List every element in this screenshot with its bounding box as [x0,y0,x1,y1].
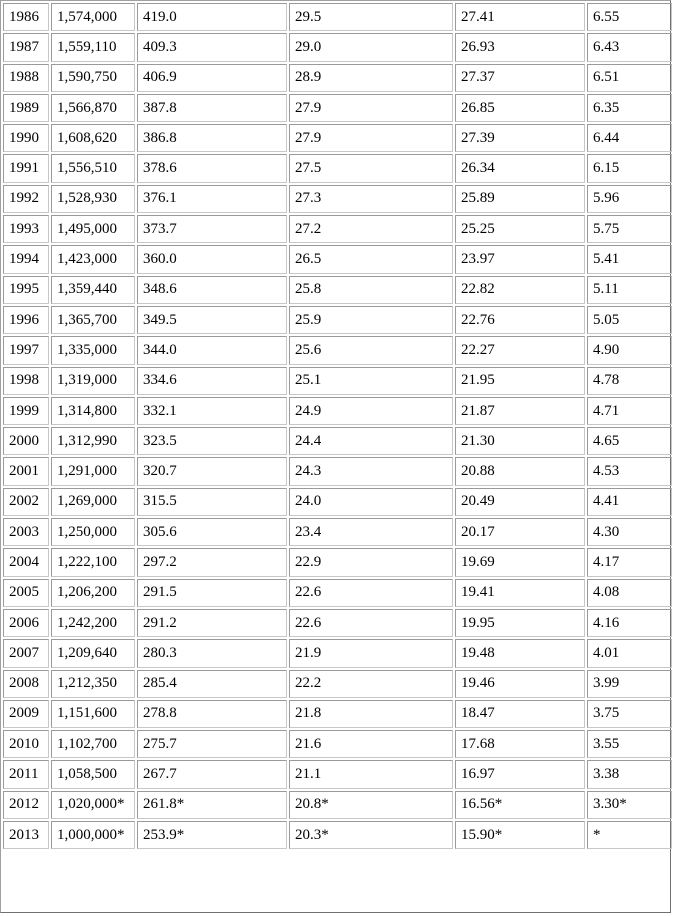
value-cell: 21.30 [455,427,585,455]
year-cell: 1991 [3,154,49,182]
value-cell: 3.99 [587,670,672,698]
value-cell: 275.7 [137,730,287,758]
value-cell: 4.01 [587,639,672,667]
value-cell: 373.7 [137,215,287,243]
value-cell: 24.9 [289,397,453,425]
total-cell: 1,359,440 [51,276,135,304]
table-row [3,457,672,485]
total-cell: 1,423,000 [51,245,135,273]
total-cell: 1,590,750 [51,64,135,92]
value-cell: 24.3 [289,457,453,485]
value-cell: 6.43 [587,33,672,61]
value-cell: 253.9* [137,821,287,849]
value-cell: 29.5 [289,3,453,31]
table-row [3,3,672,31]
year-cell: 1994 [3,245,49,273]
total-cell: 1,242,200 [51,609,135,637]
year-cell: 2005 [3,579,49,607]
value-cell: 19.41 [455,579,585,607]
value-cell: 3.55 [587,730,672,758]
value-cell: 21.9 [289,639,453,667]
table-row [3,124,672,152]
value-cell: 4.08 [587,579,672,607]
year-cell: 1996 [3,306,49,334]
total-cell: 1,058,500 [51,760,135,788]
table-row [3,154,672,182]
value-cell: 376.1 [137,185,287,213]
table-row [3,245,672,273]
value-cell: 25.8 [289,276,453,304]
value-cell: 261.8* [137,791,287,819]
value-cell: 386.8 [137,124,287,152]
value-cell: 26.34 [455,154,585,182]
value-cell: 4.65 [587,427,672,455]
value-cell: 5.11 [587,276,672,304]
value-cell: 360.0 [137,245,287,273]
year-cell: 2013 [3,821,49,849]
table-row [3,276,672,304]
value-cell: 27.37 [455,64,585,92]
value-cell: 20.49 [455,488,585,516]
year-cell: 2007 [3,639,49,667]
year-cell: 1987 [3,33,49,61]
total-cell: 1,528,930 [51,185,135,213]
year-cell: 2000 [3,427,49,455]
value-cell: 4.71 [587,397,672,425]
value-cell: 4.90 [587,336,672,364]
value-cell: 406.9 [137,64,287,92]
value-cell: 25.89 [455,185,585,213]
table-row [3,791,672,819]
value-cell: 27.9 [289,124,453,152]
value-cell: 297.2 [137,548,287,576]
table-row [3,609,672,637]
value-cell: 291.5 [137,579,287,607]
value-cell: 285.4 [137,670,287,698]
value-cell: 334.6 [137,367,287,395]
value-cell: 344.0 [137,336,287,364]
total-cell: 1,212,350 [51,670,135,698]
total-cell: 1,559,110 [51,33,135,61]
year-cell: 1986 [3,3,49,31]
value-cell: 27.39 [455,124,585,152]
value-cell: 25.1 [289,367,453,395]
total-cell: 1,291,000 [51,457,135,485]
year-cell: 2006 [3,609,49,637]
year-cell: 2001 [3,457,49,485]
value-cell: 25.25 [455,215,585,243]
value-cell: 4.30 [587,518,672,546]
value-cell: 6.15 [587,154,672,182]
value-cell: 267.7 [137,760,287,788]
value-cell: 378.6 [137,154,287,182]
table-row [3,64,672,92]
table-row [3,488,672,516]
table-row [3,367,672,395]
year-cell: 2009 [3,700,49,728]
total-cell: 1,314,800 [51,397,135,425]
value-cell: 278.8 [137,700,287,728]
total-cell: 1,209,640 [51,639,135,667]
total-cell: 1,269,000 [51,488,135,516]
value-cell: 26.5 [289,245,453,273]
total-cell: 1,365,700 [51,306,135,334]
value-cell: 315.5 [137,488,287,516]
value-cell: 28.9 [289,64,453,92]
value-cell: 23.97 [455,245,585,273]
value-cell: 349.5 [137,306,287,334]
total-cell: 1,250,000 [51,518,135,546]
value-cell: 25.6 [289,336,453,364]
year-cell: 1995 [3,276,49,304]
value-cell: 18.47 [455,700,585,728]
value-cell: 3.30* [587,791,672,819]
value-cell: 291.2 [137,609,287,637]
value-cell: 15.90* [455,821,585,849]
value-cell: 26.93 [455,33,585,61]
value-cell: 3.38 [587,760,672,788]
value-cell: 25.9 [289,306,453,334]
total-cell: 1,206,200 [51,579,135,607]
value-cell: 16.97 [455,760,585,788]
table-body [3,3,672,849]
value-cell: 320.7 [137,457,287,485]
value-cell: 21.6 [289,730,453,758]
value-cell: 305.6 [137,518,287,546]
value-cell: 22.27 [455,336,585,364]
value-cell: 27.3 [289,185,453,213]
value-cell: 22.6 [289,609,453,637]
total-cell: 1,000,000* [51,821,135,849]
year-cell: 2003 [3,518,49,546]
value-cell: 3.75 [587,700,672,728]
table-row [3,548,672,576]
value-cell: 22.2 [289,670,453,698]
value-cell: 22.76 [455,306,585,334]
value-cell: 323.5 [137,427,287,455]
value-cell: 23.4 [289,518,453,546]
value-cell: 6.35 [587,94,672,122]
table-row [3,670,672,698]
value-cell: 19.69 [455,548,585,576]
total-cell: 1,102,700 [51,730,135,758]
total-cell: 1,574,000 [51,3,135,31]
value-cell: 22.82 [455,276,585,304]
total-cell: 1,566,870 [51,94,135,122]
value-cell: 29.0 [289,33,453,61]
data-table [1,1,673,851]
table-row [3,518,672,546]
value-cell: 20.3* [289,821,453,849]
value-cell: 24.0 [289,488,453,516]
table-row [3,427,672,455]
value-cell: 5.05 [587,306,672,334]
table-row [3,397,672,425]
value-cell: 19.48 [455,639,585,667]
value-cell: 21.1 [289,760,453,788]
year-cell: 1999 [3,397,49,425]
table-row [3,760,672,788]
value-cell: 4.17 [587,548,672,576]
value-cell: 19.95 [455,609,585,637]
value-cell: 5.41 [587,245,672,273]
table-row [3,306,672,334]
table-row [3,215,672,243]
table-row [3,185,672,213]
value-cell: 27.9 [289,94,453,122]
total-cell: 1,556,510 [51,154,135,182]
total-cell: 1,319,000 [51,367,135,395]
year-cell: 2012 [3,791,49,819]
year-cell: 2004 [3,548,49,576]
value-cell: 332.1 [137,397,287,425]
value-cell: 27.5 [289,154,453,182]
value-cell: 5.96 [587,185,672,213]
year-cell: 1992 [3,185,49,213]
value-cell: 19.46 [455,670,585,698]
table-row [3,821,672,849]
value-cell: 280.3 [137,639,287,667]
value-cell: 409.3 [137,33,287,61]
value-cell: 6.51 [587,64,672,92]
table-row [3,639,672,667]
value-cell: 20.8* [289,791,453,819]
year-cell: 2011 [3,760,49,788]
value-cell: 22.6 [289,579,453,607]
value-cell: 419.0 [137,3,287,31]
total-cell: 1,312,990 [51,427,135,455]
year-cell: 2008 [3,670,49,698]
year-cell: 1990 [3,124,49,152]
year-cell: 1993 [3,215,49,243]
total-cell: 1,020,000* [51,791,135,819]
year-cell: 1998 [3,367,49,395]
value-cell: 4.78 [587,367,672,395]
value-cell: 27.41 [455,3,585,31]
year-cell: 2002 [3,488,49,516]
table-row [3,336,672,364]
year-cell: 2010 [3,730,49,758]
value-cell: 24.4 [289,427,453,455]
value-cell: 21.87 [455,397,585,425]
table-row [3,94,672,122]
value-cell: 6.44 [587,124,672,152]
value-cell: 4.41 [587,488,672,516]
value-cell: 22.9 [289,548,453,576]
value-cell: 20.88 [455,457,585,485]
table-row [3,700,672,728]
value-cell: 21.8 [289,700,453,728]
year-cell: 1988 [3,64,49,92]
table-row [3,730,672,758]
total-cell: 1,495,000 [51,215,135,243]
value-cell: 4.53 [587,457,672,485]
total-cell: 1,335,000 [51,336,135,364]
year-cell: 1989 [3,94,49,122]
value-cell: 4.16 [587,609,672,637]
table-row [3,33,672,61]
value-cell: 16.56* [455,791,585,819]
value-cell: 27.2 [289,215,453,243]
value-cell: 17.68 [455,730,585,758]
year-cell: 1997 [3,336,49,364]
total-cell: 1,608,620 [51,124,135,152]
total-cell: 1,151,600 [51,700,135,728]
table-row [3,579,672,607]
value-cell: 26.85 [455,94,585,122]
value-cell: 5.75 [587,215,672,243]
value-cell: 6.55 [587,3,672,31]
value-cell: 387.8 [137,94,287,122]
value-cell: 348.6 [137,276,287,304]
value-cell: 21.95 [455,367,585,395]
value-cell: * [587,821,672,849]
value-cell: 20.17 [455,518,585,546]
total-cell: 1,222,100 [51,548,135,576]
